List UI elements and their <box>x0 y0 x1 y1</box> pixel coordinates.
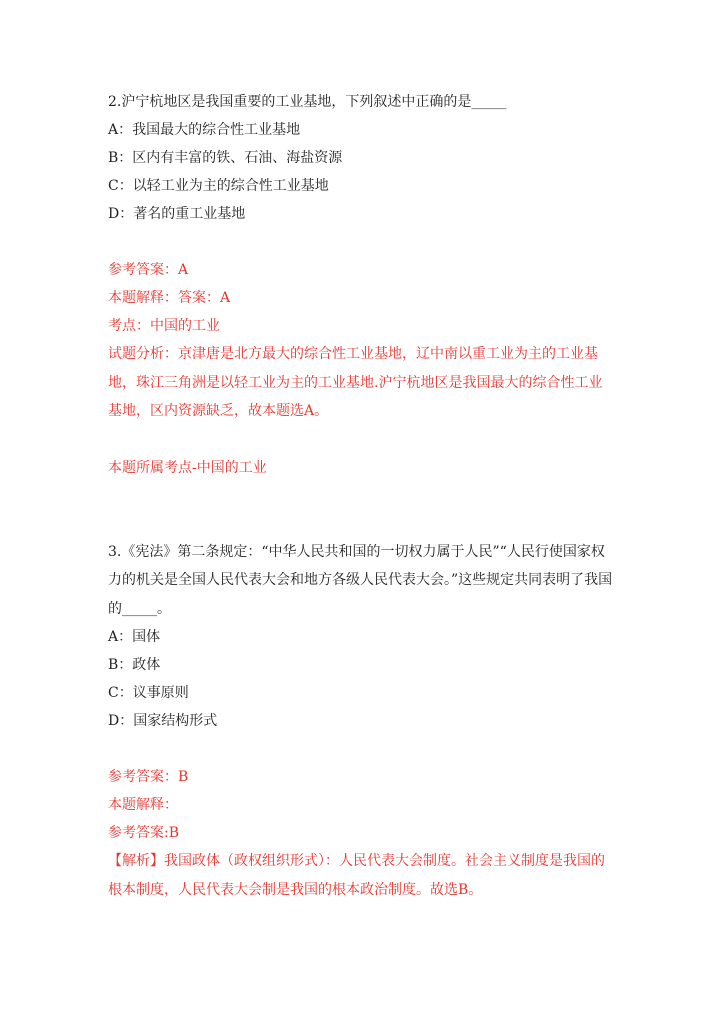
question-3-solution <box>108 763 613 904</box>
question-3 <box>108 538 613 736</box>
question-2-analysis: 试题分析：京津唐是北方最大的综合性工业基地，辽中南以重工业为主的工业基地，珠江三角洲是以轻工业为主的工业基地.沪宁杭地区是我国最大的综合性工业基地，区内资源缺乏，故本题选A。 <box>108 346 603 419</box>
question-2-option-d: D：著名的重工业基地 <box>108 206 246 222</box>
question-2-answer: 参考答案：A <box>108 262 189 278</box>
question-3-analysis: 【解析】我国政体（政权组织形式）：人民代表大会制度。社会主义制度是我国的根本制度，人民代表大会制是我国的根本政治制度。故选B。 <box>108 853 605 898</box>
question-2 <box>108 88 613 228</box>
question-3-option-d: D：国家结构形式 <box>108 713 218 729</box>
question-3-option-a: A：国体 <box>108 629 161 645</box>
question-2-solution <box>108 256 613 426</box>
question-2-option-a: A：我国最大的综合性工业基地 <box>108 122 301 138</box>
spacer <box>108 735 613 763</box>
question-3-answer: 参考答案：B <box>108 769 189 785</box>
question-2-stem: 2.沪宁杭地区是我国重要的工业基地，下列叙述中正确的是_____ <box>108 94 507 110</box>
spacer <box>108 426 613 454</box>
question-2-topic: 本题所属考点-中国的工业 <box>108 459 267 476</box>
spacer <box>108 228 613 256</box>
question-3-option-c: C：议事原则 <box>108 685 189 701</box>
question-2-explanation: 本题解释：答案：A <box>108 290 231 306</box>
question-3-answer-repeat: 参考答案:B <box>108 825 180 841</box>
spacer <box>108 482 613 538</box>
question-2-option-c: C：以轻工业为主的综合性工业基地 <box>108 178 329 194</box>
document-page <box>108 88 613 904</box>
question-3-stem: 3.《宪法》第二条规定：“中华人民共和国的一切权力属于人民”“人民行使国家权力的机关是全国人民代表大会和地方各级人民代表大会。”这些规定共同表明了我国的_____。 <box>108 543 613 617</box>
question-2-kaodian: 考点：中国的工业 <box>108 318 220 334</box>
question-3-option-b: B：政体 <box>108 657 161 673</box>
question-2-option-b: B：区内有丰富的铁、石油、海盐资源 <box>108 150 343 166</box>
question-3-explanation: 本题解释： <box>108 797 178 813</box>
